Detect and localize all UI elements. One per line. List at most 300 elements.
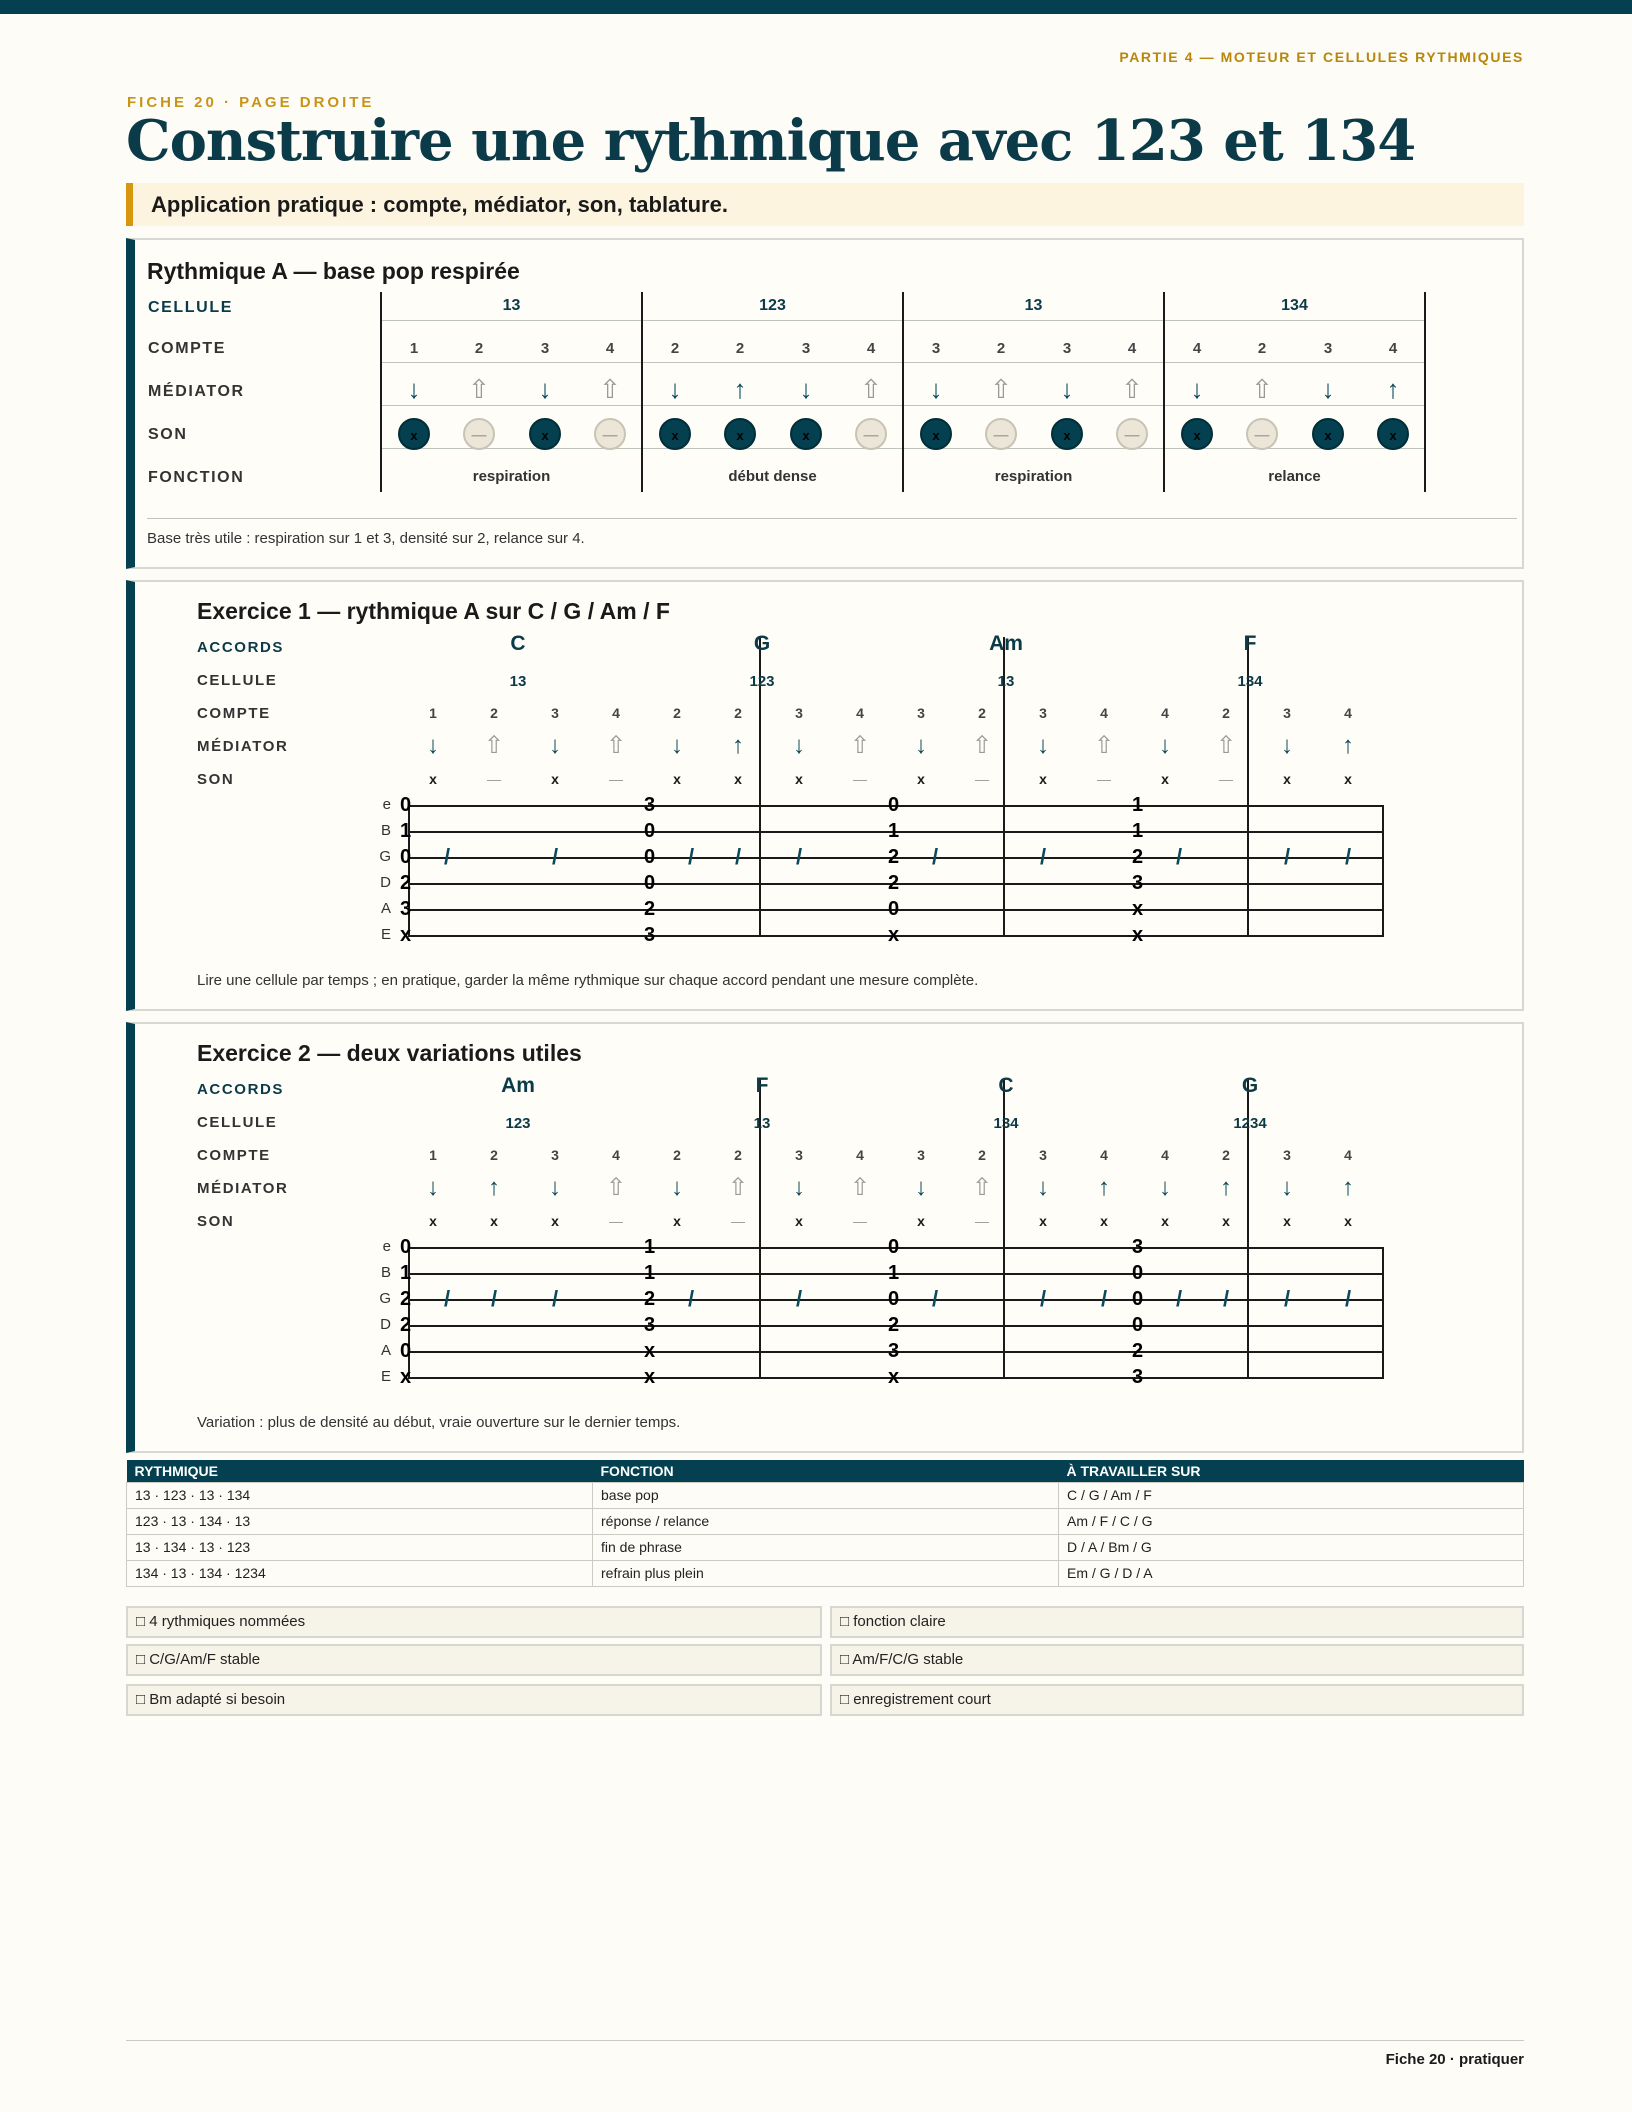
count-label: 3 bbox=[1283, 705, 1291, 721]
pick-up-icon: ↑ bbox=[1220, 1174, 1232, 1201]
checklist-item[interactable]: □ enregistrement court bbox=[830, 1684, 1524, 1716]
pick-down-icon: ↓ bbox=[1060, 374, 1074, 404]
pick-ghost-icon: ⇧ bbox=[1215, 732, 1237, 759]
fiche-label: FICHE 20 · PAGE DROITE bbox=[127, 94, 375, 111]
count-label: 3 bbox=[801, 340, 811, 357]
table-cell: C / G / Am / F bbox=[1059, 1482, 1524, 1508]
tab-fret: 0 bbox=[644, 846, 656, 868]
strum-slash-icon: / bbox=[1175, 1286, 1183, 1311]
row-label-fonction: FONCTION bbox=[148, 469, 245, 486]
tab-fret: 2 bbox=[888, 846, 900, 868]
count-label: 3 bbox=[795, 705, 803, 721]
son-rest-icon: — bbox=[1219, 771, 1233, 787]
count-label: 4 bbox=[1127, 340, 1137, 357]
pick-down-icon: ↓ bbox=[793, 732, 805, 759]
chord-label: G bbox=[1241, 1074, 1259, 1097]
strum-slash-icon: / bbox=[687, 844, 695, 869]
tab-fret: 0 bbox=[888, 1288, 900, 1310]
tab-string-name: B bbox=[380, 1264, 391, 1281]
count-label: 3 bbox=[540, 340, 550, 357]
tab-fret: 3 bbox=[644, 924, 656, 946]
count-label: 4 bbox=[1344, 1147, 1352, 1163]
tab-fret: 0 bbox=[644, 872, 656, 894]
pick-down-icon: ↓ bbox=[1159, 732, 1171, 759]
strum-slash-icon: / bbox=[734, 844, 742, 869]
count-label: 2 bbox=[734, 705, 742, 721]
rhythm-a-card bbox=[126, 238, 1524, 569]
strum-slash-icon: / bbox=[1039, 844, 1047, 869]
count-label: 1 bbox=[429, 1147, 437, 1163]
page-title: Construire une rythmique avec 123 et 134 bbox=[126, 108, 1416, 174]
count-label: 2 bbox=[1222, 1147, 1230, 1163]
son-hit-icon: x bbox=[790, 418, 822, 450]
tab-end-bar bbox=[1382, 805, 1384, 937]
pick-up-icon: ↑ bbox=[1098, 1174, 1110, 1201]
tab-fret: 0 bbox=[400, 794, 412, 816]
exercise-1-note: Lire une cellule par temps ; en pratique, garder la même rythmique sur chaque accord pendant une mesure complète. bbox=[197, 972, 979, 989]
pick-down-icon: ↓ bbox=[799, 374, 813, 404]
rhythm-a-title: Rythmique A — base pop respirée bbox=[147, 258, 520, 284]
count-label: 2 bbox=[474, 340, 484, 357]
chord-label: G bbox=[753, 632, 771, 655]
strum-slash-icon: / bbox=[490, 1286, 498, 1311]
pick-ghost-icon: ⇧ bbox=[849, 732, 871, 759]
pick-down-icon: ↓ bbox=[929, 374, 943, 404]
row-label-compte: COMPTE bbox=[148, 340, 227, 357]
table-cell: fin de phrase bbox=[593, 1534, 1059, 1560]
pick-down-icon: ↓ bbox=[1159, 1174, 1171, 1201]
count-label: 3 bbox=[1062, 340, 1072, 357]
strum-slash-icon: / bbox=[687, 1286, 695, 1311]
son-rest-icon: — bbox=[975, 1213, 989, 1229]
measure-bar bbox=[380, 292, 382, 492]
cell-label: 123 bbox=[505, 1115, 531, 1132]
row-label-accords: ACCORDS bbox=[197, 639, 285, 656]
tab-fret: 0 bbox=[400, 1236, 412, 1258]
tab-fret: 0 bbox=[1132, 1262, 1144, 1284]
son-hit-icon: x bbox=[673, 771, 681, 787]
strum-slash-icon: / bbox=[931, 844, 939, 869]
son-hit-icon: x bbox=[1100, 1213, 1108, 1229]
count-label: 4 bbox=[1161, 1147, 1169, 1163]
pick-down-icon: ↓ bbox=[538, 374, 552, 404]
son-hit-icon: x bbox=[734, 771, 742, 787]
tab-fret: 3 bbox=[644, 794, 656, 816]
pick-up-icon: ↑ bbox=[488, 1174, 500, 1201]
strum-slash-icon: / bbox=[1344, 1286, 1352, 1311]
row-label-mediator: MÉDIATOR bbox=[197, 1180, 289, 1197]
son-hit-icon: x bbox=[1039, 1213, 1047, 1229]
fonction-label: début dense bbox=[728, 468, 817, 485]
row-label-son: SON bbox=[197, 771, 235, 788]
pick-ghost-icon: ⇧ bbox=[468, 374, 490, 404]
strum-slash-icon: / bbox=[931, 1286, 939, 1311]
count-label: 4 bbox=[605, 340, 615, 357]
count-label: 4 bbox=[1100, 1147, 1108, 1163]
tab-fret: 0 bbox=[644, 820, 656, 842]
row-label-mediator: MÉDIATOR bbox=[197, 738, 289, 755]
pick-down-icon: ↓ bbox=[915, 1174, 927, 1201]
pick-down-icon: ↓ bbox=[427, 732, 439, 759]
son-hit-icon: x bbox=[917, 771, 925, 787]
pick-up-icon: ↑ bbox=[1342, 732, 1354, 759]
pick-down-icon: ↓ bbox=[407, 374, 421, 404]
strum-slash-icon: / bbox=[1100, 1286, 1108, 1311]
tab-fret: 1 bbox=[400, 1262, 412, 1284]
chord-label: F bbox=[755, 1074, 769, 1097]
tab-fret: 3 bbox=[1132, 872, 1144, 894]
count-label: 4 bbox=[1192, 340, 1202, 357]
tab-fret: 0 bbox=[888, 898, 900, 920]
tab-end-bar bbox=[1382, 1247, 1384, 1379]
cell-label: 123 bbox=[759, 297, 786, 314]
tab-fret: 2 bbox=[400, 1288, 412, 1310]
tab-fret: x bbox=[644, 1340, 656, 1362]
tab-fret: 2 bbox=[1132, 846, 1144, 868]
tab-fret: 2 bbox=[400, 1314, 412, 1336]
cell-label: 13 bbox=[502, 297, 521, 314]
son-hit-icon: x bbox=[490, 1213, 498, 1229]
checklist-item[interactable]: □ Am/F/C/G stable bbox=[830, 1644, 1524, 1676]
tab-fret: 3 bbox=[644, 1314, 656, 1336]
son-hit-icon: x bbox=[551, 771, 559, 787]
footer-label: Fiche 20 · pratiquer bbox=[1385, 2051, 1524, 2068]
count-label: 4 bbox=[612, 1147, 620, 1163]
son-hit-icon: x bbox=[429, 1213, 437, 1229]
count-label: 2 bbox=[978, 705, 986, 721]
tab-fret: 3 bbox=[1132, 1236, 1144, 1258]
cell-label: 1234 bbox=[1233, 1115, 1267, 1132]
son-rest-icon: — bbox=[594, 418, 626, 450]
son-rest-icon: — bbox=[853, 1213, 867, 1229]
table-cell: 13 · 134 · 13 · 123 bbox=[127, 1534, 593, 1560]
son-hit-icon: x bbox=[1344, 771, 1352, 787]
pick-down-icon: ↓ bbox=[549, 1174, 561, 1201]
count-label: 3 bbox=[795, 1147, 803, 1163]
tab-fret: 2 bbox=[888, 872, 900, 894]
table-row bbox=[127, 1482, 1524, 1508]
subtitle-text: Application pratique : compte, médiator, son, tablature. bbox=[151, 192, 728, 217]
pick-down-icon: ↓ bbox=[915, 732, 927, 759]
strum-slash-icon: / bbox=[795, 844, 803, 869]
son-rest-icon: — bbox=[1097, 771, 1111, 787]
son-rest-icon: — bbox=[975, 771, 989, 787]
count-label: 4 bbox=[1388, 340, 1398, 357]
row-label-cellule: CELLULE bbox=[148, 299, 233, 316]
count-label: 2 bbox=[490, 705, 498, 721]
tab-fret: 1 bbox=[644, 1262, 656, 1284]
cell-label: 13 bbox=[753, 1115, 771, 1132]
count-label: 2 bbox=[1222, 705, 1230, 721]
son-hit-icon: x bbox=[398, 418, 430, 450]
strum-slash-icon: / bbox=[551, 844, 559, 869]
pick-ghost-icon: ⇧ bbox=[860, 374, 882, 404]
pick-up-icon: ↑ bbox=[732, 732, 744, 759]
row-label-mediator: MÉDIATOR bbox=[148, 383, 245, 400]
tab-fret: 3 bbox=[888, 1340, 900, 1362]
son-rest-icon: — bbox=[853, 771, 867, 787]
count-label: 3 bbox=[551, 1147, 559, 1163]
tab-string-name: G bbox=[379, 1290, 391, 1307]
tab-fret: 1 bbox=[1132, 820, 1144, 842]
tab-string-name: A bbox=[380, 1342, 391, 1359]
tab-string-name: e bbox=[382, 796, 391, 813]
tab-string-name: E bbox=[380, 1368, 391, 1385]
subtitle-banner bbox=[126, 183, 1524, 226]
tab-fret: 0 bbox=[888, 794, 900, 816]
exercise-1-card bbox=[126, 580, 1524, 1011]
rhythm-a-note: Base très utile : respiration sur 1 et 3, densité sur 2, relance sur 4. bbox=[147, 530, 585, 547]
count-label: 3 bbox=[551, 705, 559, 721]
son-hit-icon: x bbox=[673, 1213, 681, 1229]
pick-down-icon: ↓ bbox=[1281, 1174, 1293, 1201]
footer-divider bbox=[126, 2040, 1524, 2041]
strum-slash-icon: / bbox=[795, 1286, 803, 1311]
tab-fret: 2 bbox=[644, 1288, 656, 1310]
fonction-label: respiration bbox=[472, 468, 551, 485]
count-label: 2 bbox=[673, 1147, 681, 1163]
fonction-label: relance bbox=[1268, 468, 1321, 485]
cell-label: 134 bbox=[1281, 297, 1308, 314]
table-row bbox=[127, 1508, 1524, 1534]
son-rest-icon: — bbox=[1116, 418, 1148, 450]
strum-slash-icon: / bbox=[443, 844, 451, 869]
son-hit-icon: x bbox=[1377, 418, 1409, 450]
count-label: 3 bbox=[1323, 340, 1333, 357]
count-label: 3 bbox=[1283, 1147, 1291, 1163]
strum-slash-icon: / bbox=[443, 1286, 451, 1311]
chord-label: Am bbox=[989, 632, 1023, 655]
pick-down-icon: ↓ bbox=[671, 732, 683, 759]
header-fonction: FONCTION bbox=[593, 1460, 1059, 1482]
son-hit-icon: x bbox=[659, 418, 691, 450]
tab-fret: 0 bbox=[1132, 1314, 1144, 1336]
table-cell: base pop bbox=[593, 1482, 1059, 1508]
tab-fret: 0 bbox=[888, 1236, 900, 1258]
table-cell: Em / G / D / A bbox=[1059, 1560, 1524, 1586]
exercise-2-title: Exercice 2 — deux variations utiles bbox=[197, 1040, 582, 1066]
pick-ghost-icon: ⇧ bbox=[849, 1174, 871, 1201]
cell-label: 13 bbox=[997, 673, 1015, 690]
pick-up-icon: ↑ bbox=[1386, 374, 1400, 404]
count-label: 2 bbox=[735, 340, 745, 357]
son-rest-icon: — bbox=[609, 771, 623, 787]
tab-fret: 3 bbox=[400, 898, 412, 920]
count-label: 3 bbox=[917, 1147, 925, 1163]
tab-string-name: D bbox=[380, 1316, 391, 1333]
tab-string-name: e bbox=[382, 1238, 391, 1255]
son-rest-icon: — bbox=[487, 771, 501, 787]
tab-fret: x bbox=[1132, 898, 1144, 920]
strum-slash-icon: / bbox=[1175, 844, 1183, 869]
table-row bbox=[127, 1560, 1524, 1586]
pick-ghost-icon: ⇧ bbox=[605, 732, 627, 759]
strum-slash-icon: / bbox=[551, 1286, 559, 1311]
row-label-cellule: CELLULE bbox=[197, 1114, 278, 1131]
tab-fret: 1 bbox=[644, 1236, 656, 1258]
cell-label: 13 bbox=[509, 673, 527, 690]
son-rest-icon: — bbox=[731, 1213, 745, 1229]
checklist-item[interactable]: □ 4 rythmiques nommées bbox=[126, 1606, 822, 1638]
tab-string-name: B bbox=[380, 822, 391, 839]
strum-slash-icon: / bbox=[1344, 844, 1352, 869]
tab-fret: 1 bbox=[888, 1262, 900, 1284]
table-cell: 134 · 13 · 134 · 1234 bbox=[127, 1560, 593, 1586]
count-label: 4 bbox=[866, 340, 876, 357]
checklist-item[interactable]: □ fonction claire bbox=[830, 1606, 1524, 1638]
tab-string-name: G bbox=[379, 848, 391, 865]
tab-fret: 0 bbox=[1132, 1288, 1144, 1310]
table-row bbox=[127, 1534, 1524, 1560]
measure-bar bbox=[1163, 292, 1165, 492]
tab-fret: 2 bbox=[1132, 1340, 1144, 1362]
tab-fret: 0 bbox=[400, 1340, 412, 1362]
top-bar bbox=[0, 0, 1632, 14]
row-label-accords: ACCORDS bbox=[197, 1081, 285, 1098]
tab-fret: x bbox=[400, 924, 412, 946]
count-label: 2 bbox=[670, 340, 680, 357]
pick-down-icon: ↓ bbox=[427, 1174, 439, 1201]
pick-ghost-icon: ⇧ bbox=[605, 1174, 627, 1201]
pick-ghost-icon: ⇧ bbox=[990, 374, 1012, 404]
row-label-son: SON bbox=[148, 426, 188, 443]
chord-label: C bbox=[510, 632, 526, 655]
table-cell: 123 · 13 · 134 · 13 bbox=[127, 1508, 593, 1534]
table-cell: 13 · 123 · 13 · 134 bbox=[127, 1482, 593, 1508]
table-cell: refrain plus plein bbox=[593, 1560, 1059, 1586]
tab-string-name: E bbox=[380, 926, 391, 943]
son-hit-icon: x bbox=[1161, 771, 1169, 787]
row-label-compte: COMPTE bbox=[197, 705, 271, 722]
son-hit-icon: x bbox=[920, 418, 952, 450]
pick-down-icon: ↓ bbox=[1037, 1174, 1049, 1201]
count-label: 4 bbox=[612, 705, 620, 721]
checklist-item[interactable]: □ Bm adapté si besoin bbox=[126, 1684, 822, 1716]
chord-label: C bbox=[998, 1074, 1014, 1097]
measure-bar bbox=[641, 292, 643, 492]
pick-ghost-icon: ⇧ bbox=[599, 374, 621, 404]
son-rest-icon: — bbox=[855, 418, 887, 450]
count-label: 4 bbox=[1161, 705, 1169, 721]
son-rest-icon: — bbox=[609, 1213, 623, 1229]
cell-label: 134 bbox=[1237, 673, 1263, 690]
count-label: 3 bbox=[931, 340, 941, 357]
tab-fret: 2 bbox=[400, 872, 412, 894]
pick-ghost-icon: ⇧ bbox=[1093, 732, 1115, 759]
son-hit-icon: x bbox=[1283, 1213, 1291, 1229]
header-rythmique: RYTHMIQUE bbox=[127, 1460, 593, 1482]
tab-fret: 1 bbox=[400, 820, 412, 842]
pick-down-icon: ↓ bbox=[793, 1174, 805, 1201]
son-rest-icon: — bbox=[1246, 418, 1278, 450]
son-hit-icon: x bbox=[917, 1213, 925, 1229]
table-header-row bbox=[127, 1460, 1524, 1482]
count-label: 4 bbox=[1100, 705, 1108, 721]
son-rest-icon: — bbox=[985, 418, 1017, 450]
pick-ghost-icon: ⇧ bbox=[971, 732, 993, 759]
divider bbox=[147, 518, 1517, 519]
son-hit-icon: x bbox=[1181, 418, 1213, 450]
checklist-item[interactable]: □ C/G/Am/F stable bbox=[126, 1644, 822, 1676]
son-hit-icon: x bbox=[1161, 1213, 1169, 1229]
count-label: 1 bbox=[409, 340, 419, 357]
tab-fret: 1 bbox=[888, 820, 900, 842]
exercise-1-title: Exercice 1 — rythmique A sur C / G / Am / F bbox=[197, 598, 670, 624]
header-travailler: À TRAVAILLER SUR bbox=[1059, 1460, 1524, 1482]
exercise-2-note: Variation : plus de densité au début, vraie ouverture sur le dernier temps. bbox=[197, 1414, 681, 1431]
pick-ghost-icon: ⇧ bbox=[1121, 374, 1143, 404]
son-hit-icon: x bbox=[429, 771, 437, 787]
pick-down-icon: ↓ bbox=[668, 374, 682, 404]
count-label: 4 bbox=[1344, 705, 1352, 721]
row-label-compte: COMPTE bbox=[197, 1147, 271, 1164]
strum-slash-icon: / bbox=[1283, 844, 1291, 869]
row-label-son: SON bbox=[197, 1213, 235, 1230]
pick-ghost-icon: ⇧ bbox=[971, 1174, 993, 1201]
pick-down-icon: ↓ bbox=[1037, 732, 1049, 759]
son-hit-icon: x bbox=[724, 418, 756, 450]
cell-label: 123 bbox=[749, 673, 775, 690]
tab-string-name: D bbox=[380, 874, 391, 891]
son-hit-icon: x bbox=[1039, 771, 1047, 787]
count-label: 4 bbox=[856, 1147, 864, 1163]
strum-slash-icon: / bbox=[1039, 1286, 1047, 1311]
tab-fret: x bbox=[400, 1366, 412, 1388]
exercise-2-card bbox=[126, 1022, 1524, 1453]
son-hit-icon: x bbox=[1283, 771, 1291, 787]
son-hit-icon: x bbox=[795, 771, 803, 787]
pick-down-icon: ↓ bbox=[1281, 732, 1293, 759]
count-label: 2 bbox=[734, 1147, 742, 1163]
count-label: 3 bbox=[1039, 1147, 1047, 1163]
tab-fret: 2 bbox=[644, 898, 656, 920]
tab-fret: x bbox=[644, 1366, 656, 1388]
pick-ghost-icon: ⇧ bbox=[727, 1174, 749, 1201]
measure-bar bbox=[902, 292, 904, 492]
summary-table bbox=[126, 1460, 1524, 1587]
son-hit-icon: x bbox=[551, 1213, 559, 1229]
pick-down-icon: ↓ bbox=[1321, 374, 1335, 404]
son-hit-icon: x bbox=[1051, 418, 1083, 450]
fonction-label: respiration bbox=[994, 468, 1073, 485]
count-label: 2 bbox=[1257, 340, 1267, 357]
count-label: 3 bbox=[917, 705, 925, 721]
tab-fret: 2 bbox=[888, 1314, 900, 1336]
count-label: 2 bbox=[996, 340, 1006, 357]
cell-label: 134 bbox=[993, 1115, 1019, 1132]
count-label: 2 bbox=[490, 1147, 498, 1163]
tab-fret: x bbox=[888, 924, 900, 946]
tab-fret: 1 bbox=[1132, 794, 1144, 816]
son-hit-icon: x bbox=[529, 418, 561, 450]
table-cell: Am / F / C / G bbox=[1059, 1508, 1524, 1534]
cell-label: 13 bbox=[1024, 297, 1043, 314]
son-rest-icon: — bbox=[463, 418, 495, 450]
part-label: PARTIE 4 — MOTEUR ET CELLULES RYTHMIQUES bbox=[1119, 49, 1524, 65]
pick-up-icon: ↑ bbox=[733, 374, 747, 404]
pick-ghost-icon: ⇧ bbox=[1251, 374, 1273, 404]
tab-fret: 3 bbox=[1132, 1366, 1144, 1388]
measure-bar bbox=[1424, 292, 1426, 492]
table-cell: D / A / Bm / G bbox=[1059, 1534, 1524, 1560]
row-label-cellule: CELLULE bbox=[197, 672, 278, 689]
count-label: 4 bbox=[856, 705, 864, 721]
count-label: 3 bbox=[1039, 705, 1047, 721]
son-hit-icon: x bbox=[1344, 1213, 1352, 1229]
son-hit-icon: x bbox=[1312, 418, 1344, 450]
pick-up-icon: ↑ bbox=[1342, 1174, 1354, 1201]
tab-string-name: A bbox=[380, 900, 391, 917]
